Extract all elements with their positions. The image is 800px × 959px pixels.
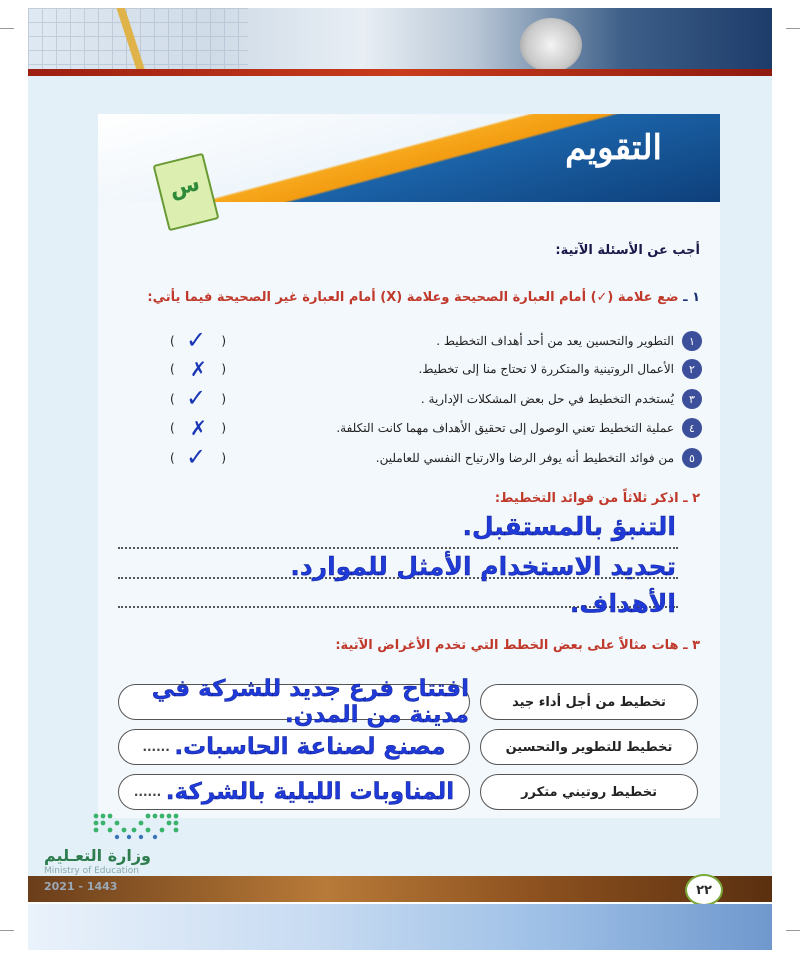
edition-year: 2021 - 1443 — [44, 880, 118, 893]
cross-mark-icon: ✗ — [190, 357, 207, 381]
question-1-number: ١ ـ — [683, 290, 700, 305]
plan-purpose-box: تخطيط للتطوير والتحسين — [480, 729, 698, 765]
ministry-logo-icon — [88, 810, 188, 840]
check-mark-icon: ✓ — [186, 443, 207, 471]
plan-purpose-box: تخطيط من أجل أداء جيد — [480, 684, 698, 720]
plan-example-box — [118, 729, 470, 765]
handwritten-answer: افتتاح فرع جديد للشركة في مدينة من المدن. — [151, 676, 469, 728]
paren-open: ( — [170, 334, 175, 348]
statement-number: ٥ — [682, 448, 702, 468]
bottom-banner-image — [28, 904, 772, 950]
answer-line — [118, 546, 678, 549]
plan-example-box — [118, 676, 470, 728]
paren-open: ( — [170, 392, 175, 406]
crop-mark — [786, 28, 800, 29]
question-1-text: ضع علامة (✓) أمام العبارة الصحيحة وعلامة (X) أمام العبارة غير الصحيحة فيما يأتي: — [147, 290, 679, 305]
paren-close: ) — [221, 451, 226, 465]
instruction-text: أجب عن الأسئلة الآتية: — [555, 243, 700, 258]
statement-text: الأعمال الروتينية والمتكررة لا تحتاج منا إلى تخطيط. — [418, 362, 674, 376]
footer-band — [28, 876, 772, 902]
check-mark-icon: ✓ — [186, 326, 207, 354]
statement-number: ٤ — [682, 418, 702, 438]
paren-close: ) — [221, 392, 226, 406]
statement-text: يُستخدم التخطيط في حل بعض المشكلات الإدارية . — [420, 392, 674, 406]
statement-number: ٣ — [682, 389, 702, 409]
crop-mark — [0, 930, 14, 931]
paren-close: ) — [221, 362, 226, 376]
statement-number: ١ — [682, 331, 702, 351]
ministry-name-english: Ministry of Education — [44, 866, 139, 876]
handwritten-answer: تحديد الاستخدام الأمثل للموارد. — [290, 552, 676, 581]
paren-close: ) — [221, 421, 226, 435]
statement-3 — [421, 388, 702, 410]
question-2-heading: ٢ ـ اذكر ثلاثاً من فوائد التخطيط: — [494, 491, 700, 506]
cross-mark-icon: ✗ — [190, 416, 207, 440]
statement-2 — [419, 358, 702, 380]
crop-mark — [786, 930, 800, 931]
pocket-watch-icon — [520, 18, 582, 72]
plan-example-box — [118, 774, 470, 810]
banner-stripe — [28, 69, 772, 76]
handwritten-answer: التنبؤ بالمستقبل. — [462, 512, 676, 541]
page-number: ٢٢ — [685, 874, 723, 906]
statement-number: ٢ — [682, 359, 702, 379]
paren-open: ( — [170, 421, 175, 435]
plan-purpose-box: تخطيط روتيني متكرر — [480, 774, 698, 810]
dotted-trail: ...... — [142, 740, 170, 754]
paren-open: ( — [170, 362, 175, 376]
page-title: التقويم — [565, 128, 662, 168]
paren-open: ( — [170, 451, 175, 465]
notebook-letter: س — [166, 170, 203, 203]
statement-text: من فوائد التخطيط أنه يوفر الرضا والارتياح النفسي للعاملين. — [375, 451, 674, 465]
ministry-name-arabic: وزارة التعـليم — [44, 846, 151, 865]
paren-close: ) — [221, 334, 226, 348]
statement-4 — [336, 417, 702, 439]
question-1-heading — [147, 290, 700, 305]
crop-mark — [0, 28, 14, 29]
statement-5 — [376, 447, 702, 469]
check-mark-icon: ✓ — [186, 384, 207, 412]
statement-text: عملية التخطيط تعني الوصول إلى تحقيق الأهداف مهما كانت التكلفة. — [336, 421, 674, 435]
handwritten-answer: المناوبات الليلية بالشركة. — [165, 779, 455, 805]
statement-1 — [436, 330, 702, 352]
top-banner-image — [28, 8, 772, 76]
handwritten-answer: الأهداف. — [569, 589, 676, 618]
handwritten-answer: مصنع لصناعة الحاسبات. — [174, 734, 446, 760]
statement-text: التطوير والتحسين يعد من أحد أهداف التخطيط . — [436, 334, 674, 348]
question-3-heading: ٣ ـ هات مثالاً على بعض الخطط التي تخدم الأغراض الآتية: — [335, 638, 700, 653]
dotted-trail: ...... — [133, 785, 162, 799]
